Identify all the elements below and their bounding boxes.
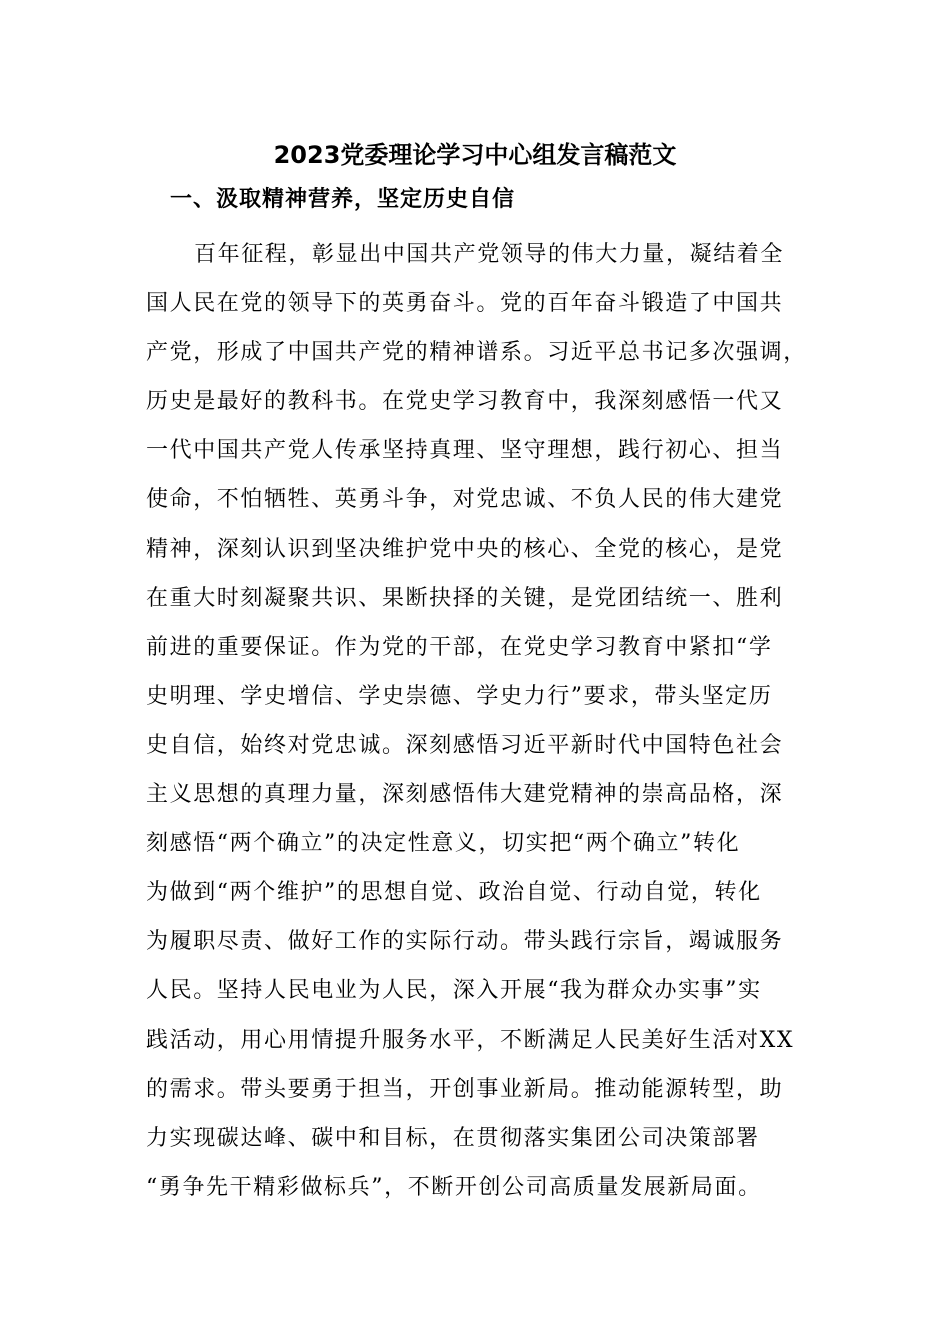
paragraph-line: 一代中国共产党人传承坚持真理、坚守理想，践行初心、担当 (146, 438, 784, 464)
document-title: 2023党委理论学习中心组发言稿范文 (273, 141, 677, 169)
section-heading: 一、汲取精神营养，坚定历史自信 (170, 187, 516, 212)
paragraph-line: 精神，深刻认识到坚决维护党中央的核心、全党的核心，是党 (146, 536, 784, 562)
paragraph-line: 为履职尽责、做好工作的实际行动。带头践行宗旨，竭诚服务 (146, 929, 784, 955)
paragraph-line: 前进的重要保证。作为党的干部，在党史学习教育中紧扣“学 (146, 634, 773, 660)
paragraph-line: 史明理、学史增信、学史崇德、学史力行”要求，带头坚定历 (146, 683, 773, 709)
paragraph-line: 刻感悟“两个确立”的决定性意义，切实把“两个确立”转化 (146, 831, 741, 857)
paragraph-line: 国人民在党的领导下的英勇奋斗。党的百年奋斗锻造了中国共 (146, 291, 784, 317)
paragraph-line: 使命，不怕牺牲、英勇斗争，对党忠诚、不负人民的伟大建党 (146, 487, 784, 513)
paragraph-line: 产党，形成了中国共产党的精神谱系。习近平总书记多次强调， (146, 340, 807, 366)
paragraph-line: 在重大时刻凝聚共识、果断抉择的关键，是党团结统一、胜利 (146, 585, 784, 611)
paragraph-line: 主义思想的真理力量，深刻感悟伟大建党精神的崇高品格，深 (146, 782, 784, 808)
paragraph-line: 史自信，始终对党忠诚。深刻感悟习近平新时代中国特色社会 (146, 732, 784, 758)
body-paragraph (146, 230, 806, 1212)
paragraph-line: 力实现碳达峰、碳中和目标，在贯彻落实集团公司决策部署 (146, 1125, 760, 1151)
paragraph-line: 百年征程，彰显出中国共产党领导的伟大力量，凝结着全 (194, 242, 785, 267)
paragraph-line: “勇争先干精彩做标兵”，不断开创公司高质量发展新局面。 (146, 1174, 762, 1200)
paragraph-line: 为做到“两个维护”的思想自觉、政治自觉、行动自觉，转化 (146, 880, 762, 906)
paragraph-line: 践活动，用心用情提升服务水平，不断满足人民美好生活对XX (146, 1027, 795, 1053)
paragraph-line: 人民。坚持人民电业为人民，深入开展“我为群众办实事”实 (146, 978, 762, 1004)
paragraph-line: 历史是最好的教科书。在党史学习教育中，我深刻感悟一代又 (146, 389, 784, 415)
paragraph-line: 的需求。带头要勇于担当，开创事业新局。推动能源转型，助 (146, 1076, 784, 1102)
